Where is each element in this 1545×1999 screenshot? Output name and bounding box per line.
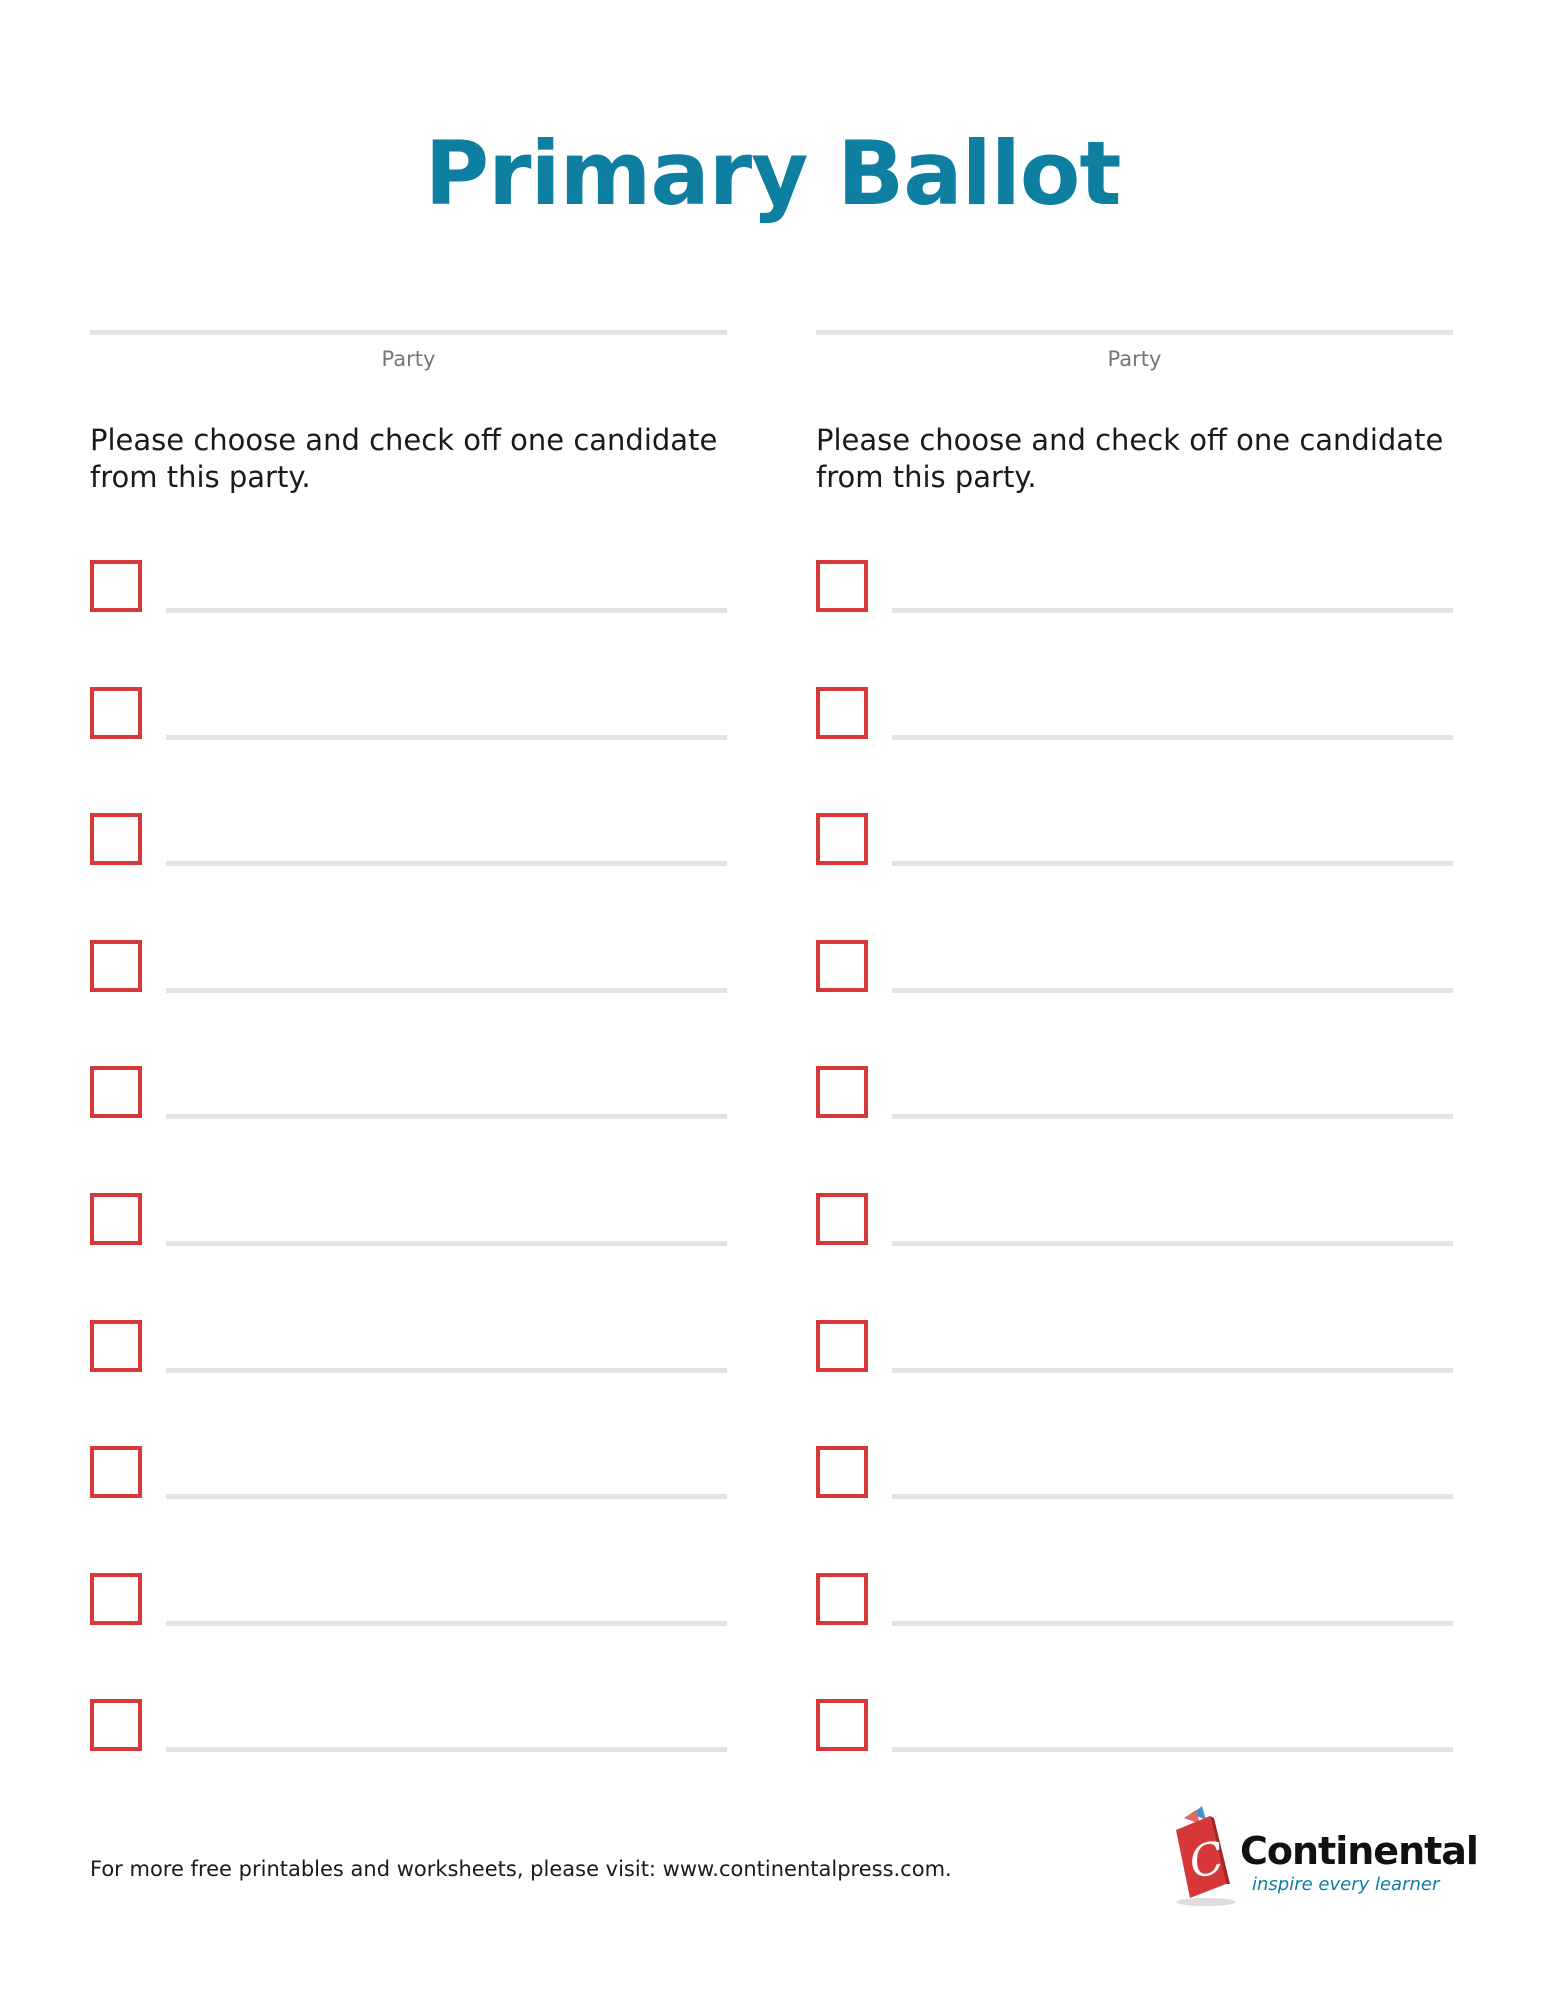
- candidate-checkbox[interactable]: [816, 1573, 868, 1625]
- candidate-row: [90, 1320, 727, 1447]
- candidate-name-line[interactable]: [166, 1114, 727, 1119]
- candidate-checkbox[interactable]: [90, 1446, 142, 1498]
- candidate-checkbox[interactable]: [90, 687, 142, 739]
- logo-mark-letter: C: [1184, 1832, 1229, 1889]
- candidate-checkbox[interactable]: [816, 940, 868, 992]
- instruction-text: Please choose and check off one candidate from this party.: [90, 423, 718, 495]
- candidate-row: [90, 813, 727, 940]
- candidate-row: [90, 1699, 727, 1826]
- continental-logo: [1162, 1802, 1478, 1912]
- book-logo-icon: [1162, 1802, 1242, 1912]
- candidate-name-line[interactable]: [892, 1368, 1453, 1373]
- candidate-checkbox[interactable]: [90, 1066, 142, 1118]
- candidate-name-line[interactable]: [892, 1241, 1453, 1246]
- candidate-name-line[interactable]: [166, 861, 727, 866]
- candidate-name-line[interactable]: [166, 1368, 727, 1373]
- candidate-row: [816, 813, 1453, 940]
- candidate-row: [816, 560, 1453, 687]
- candidate-checkbox[interactable]: [816, 1066, 868, 1118]
- candidate-row: [90, 1573, 727, 1700]
- candidate-list: [90, 560, 727, 1826]
- candidate-checkbox[interactable]: [816, 1699, 868, 1751]
- candidate-checkbox[interactable]: [90, 560, 142, 612]
- candidate-row: [90, 1066, 727, 1193]
- candidate-name-line[interactable]: [166, 988, 727, 993]
- candidate-row: [90, 1446, 727, 1573]
- candidate-name-line[interactable]: [892, 1494, 1453, 1499]
- candidate-name-line[interactable]: [892, 988, 1453, 993]
- candidate-checkbox[interactable]: [816, 560, 868, 612]
- candidate-checkbox[interactable]: [90, 813, 142, 865]
- party-column-left: [90, 330, 727, 496]
- candidate-name-line[interactable]: [166, 1241, 727, 1246]
- party-name-line[interactable]: [90, 330, 727, 335]
- candidate-row: [90, 940, 727, 1067]
- candidate-checkbox[interactable]: [816, 813, 868, 865]
- candidate-row: [816, 1446, 1453, 1573]
- candidate-name-line[interactable]: [166, 1621, 727, 1626]
- candidate-name-line[interactable]: [892, 1621, 1453, 1626]
- candidate-checkbox[interactable]: [90, 1193, 142, 1245]
- candidate-name-line[interactable]: [892, 735, 1453, 740]
- candidate-row: [816, 687, 1453, 814]
- logo-name: Continental: [1240, 1829, 1478, 1873]
- candidate-name-line[interactable]: [892, 861, 1453, 866]
- candidate-name-line[interactable]: [892, 1114, 1453, 1119]
- candidate-checkbox[interactable]: [816, 1193, 868, 1245]
- party-label: Party: [381, 347, 436, 371]
- candidate-name-line[interactable]: [892, 608, 1453, 613]
- candidate-row: [90, 560, 727, 687]
- candidate-checkbox[interactable]: [816, 1446, 868, 1498]
- candidate-row: [816, 1066, 1453, 1193]
- instruction-text: Please choose and check off one candidate from this party.: [816, 423, 1444, 495]
- candidate-name-line[interactable]: [166, 608, 727, 613]
- candidate-checkbox[interactable]: [90, 1320, 142, 1372]
- candidate-list: [816, 560, 1453, 1826]
- candidate-checkbox[interactable]: [90, 1699, 142, 1751]
- candidate-row: [816, 1320, 1453, 1447]
- candidate-checkbox[interactable]: [816, 1320, 868, 1372]
- candidate-checkbox[interactable]: [816, 687, 868, 739]
- candidate-row: [816, 1193, 1453, 1320]
- candidate-checkbox[interactable]: [90, 940, 142, 992]
- candidate-row: [816, 1573, 1453, 1700]
- footer-text: For more free printables and worksheets, please visit: www.continentalpress.com.: [90, 1857, 952, 1881]
- candidate-name-line[interactable]: [166, 735, 727, 740]
- candidate-row: [90, 687, 727, 814]
- party-column-right: [816, 330, 1453, 496]
- candidate-name-line[interactable]: [166, 1494, 727, 1499]
- candidate-name-line[interactable]: [892, 1747, 1453, 1752]
- candidate-name-line[interactable]: [166, 1747, 727, 1752]
- candidate-checkbox[interactable]: [90, 1573, 142, 1625]
- party-name-line[interactable]: [816, 330, 1453, 335]
- candidate-row: [90, 1193, 727, 1320]
- logo-tagline: inspire every learner: [1252, 1874, 1440, 1895]
- party-label: Party: [1107, 347, 1162, 371]
- ballot-title: Primary Ballot: [424, 122, 1121, 225]
- candidate-row: [816, 940, 1453, 1067]
